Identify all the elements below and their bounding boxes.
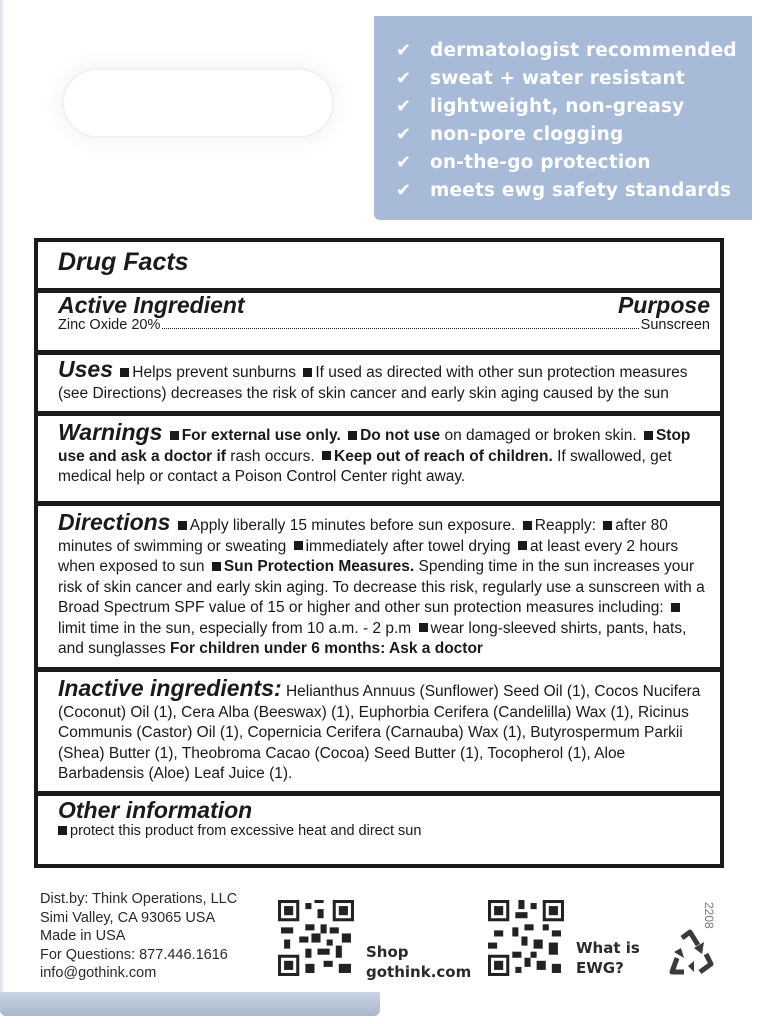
lot-code: 2208: [702, 902, 716, 929]
benefit-label: dermatologist recommended: [430, 39, 737, 61]
square-bullet-icon: [523, 521, 532, 530]
check-icon: ✔: [396, 95, 412, 117]
package-edge: [0, 0, 5, 1010]
square-bullet-icon: [178, 521, 187, 530]
direction-spm-label: Sun Protection Measures.: [223, 558, 415, 575]
benefit-item: [396, 176, 752, 204]
inactive-ingredients-section: [38, 667, 720, 791]
square-bullet-icon: [603, 521, 612, 530]
warning-swallowed: If swallowed, get medical help or contact a Poison Control Center right away.: [58, 447, 672, 485]
square-bullet-icon: [170, 431, 179, 440]
warning-keep-out: Keep out of reach of children.: [334, 447, 553, 465]
shop-qr-code-icon[interactable]: [278, 900, 354, 976]
inactive-ingredients-text: Helianthus Annuus (Sunflower) Seed Oil (1), Cocos Nucifera (Coconut) Oil (1), Cera Alba (Beeswax) (1), Euphorbia Cerifera (Candelilla) Wax (1), Ricinus Communis (Castor) Oil (1), Copernicia Cerifera (Carnauba) Wax (1), Butyrospermum Parkii (Shea) Butter (1), Theobroma Cacao (Cocoa) Seed Butter (1), Tocopherol (1), Aloe Barbadensis (Aloe) Leaf Juice (1).: [58, 683, 701, 782]
square-bullet-icon: [518, 541, 527, 550]
warning-external: For external use only.: [181, 427, 341, 444]
benefits-panel: [374, 16, 752, 220]
check-icon: ✔: [396, 151, 412, 173]
warning-stop-use: Stop use and ask a doctor if: [58, 427, 691, 465]
warning-stop-use-text: rash occurs.: [230, 447, 315, 465]
shop-label: [366, 942, 471, 982]
ewg-qr-code-icon[interactable]: [488, 900, 564, 976]
origin-line: Made in USA: [40, 928, 126, 944]
check-icon: ✔: [396, 67, 412, 89]
square-bullet-icon: [671, 603, 680, 612]
drug-facts-title: Drug Facts: [58, 248, 189, 276]
benefit-item: [396, 120, 752, 148]
benefit-item: [396, 92, 752, 120]
square-bullet-icon: [322, 451, 331, 460]
warning-do-not-use-label: Do not use: [360, 427, 441, 444]
directions-section: [38, 501, 720, 667]
benefit-label: on-the-go protection: [430, 151, 651, 173]
inactive-ingredients-heading: Inactive ingredients:: [58, 675, 282, 701]
check-icon: ✔: [396, 123, 412, 145]
direction-children: For children under 6 months: Ask a doctor: [170, 640, 483, 657]
benefit-label: lightweight, non-greasy: [430, 95, 685, 117]
uses-section: [38, 350, 720, 411]
check-icon: ✔: [396, 179, 412, 201]
benefit-label: non-pore clogging: [430, 123, 624, 145]
other-information-section: [38, 791, 720, 841]
leader-dots: [162, 328, 638, 329]
square-bullet-icon: [212, 562, 221, 571]
warnings-heading: Warnings: [58, 419, 163, 445]
square-bullet-icon: [348, 431, 357, 440]
direction-spm-text: Spending time in the sun increases your risk of skin cancer and early skin aging. To decrease this risk, regularly use a sunscreen with a Broad Spectrum SPF value of 15 or higher and other sun protection measures including:: [58, 558, 705, 616]
benefit-label: sweat + water resistant: [430, 67, 685, 89]
active-ingredient-section: [38, 288, 720, 350]
direction-after-swim: after 80 minutes of swimming or sweating: [58, 517, 668, 555]
direction-limit-time: limit time in the sun, especially from 10 a.m. - 2 p.m: [58, 619, 412, 637]
drug-facts-title-section: [38, 242, 720, 288]
qr-code-icon: [278, 900, 354, 976]
square-bullet-icon: [120, 368, 129, 377]
address-line: Simi Valley, CA 93065 USA: [40, 909, 216, 926]
check-icon: ✔: [396, 39, 412, 61]
ewg-label-line: EWG?: [576, 959, 624, 977]
phone-line: For Questions: 877.446.1616: [40, 946, 228, 963]
warnings-section: [38, 411, 720, 501]
benefit-label: meets ewg safety standards: [430, 179, 732, 201]
shop-url: gothink.com: [366, 963, 472, 981]
directions-heading: Directions: [58, 509, 171, 535]
uses-item: Helps prevent sunburns: [132, 364, 297, 381]
direction-reapply: Reapply:: [534, 517, 596, 534]
drug-facts-panel: [34, 238, 724, 868]
square-bullet-icon: [58, 826, 67, 835]
ewg-label-line: What is: [576, 939, 640, 957]
benefit-item: [396, 64, 752, 92]
box-bottom-edge: [0, 992, 380, 1016]
purpose-value: Sunscreen: [640, 316, 710, 333]
uses-item: If used as directed with other sun protection measures (see Directions) decreases the risk of skin cancer and early skin aging caused by the sun: [58, 364, 688, 402]
square-bullet-icon: [294, 541, 303, 550]
other-information-heading: Other information: [58, 797, 253, 823]
square-bullet-icon: [644, 431, 653, 440]
purpose-heading: Purpose: [617, 292, 710, 318]
uses-heading: Uses: [58, 356, 113, 382]
direction-wear: wear long-sleeved shirts, pants, hats, and sunglasses: [58, 619, 687, 657]
benefit-item: [396, 148, 752, 176]
active-ingredient-value: Zinc Oxide 20%: [58, 316, 161, 333]
benefit-item: [396, 36, 752, 64]
direction-apply: Apply liberally 15 minutes before sun exposure.: [189, 517, 516, 534]
square-bullet-icon: [303, 368, 312, 377]
other-information-text: protect this product from excessive heat and direct sun: [70, 822, 422, 839]
direction-after-towel: immediately after towel drying: [305, 537, 511, 555]
direction-every-2h: at least every 2 hours when exposed to sun: [58, 537, 679, 575]
qr-code-icon: [488, 900, 564, 976]
square-bullet-icon: [419, 623, 428, 632]
ewg-label: [576, 938, 640, 978]
warning-do-not-use-text: on damaged or broken skin.: [444, 427, 637, 444]
hang-hole: [62, 68, 334, 138]
distributor-info: [40, 890, 237, 983]
shop-label-line: Shop: [366, 943, 409, 961]
recycle-icon: [664, 928, 716, 980]
active-ingredient-heading: Active Ingredient: [58, 292, 245, 318]
distributor-line: Dist.by: Think Operations, LLC: [40, 891, 238, 907]
email-line: info@gothink.com: [40, 965, 157, 981]
